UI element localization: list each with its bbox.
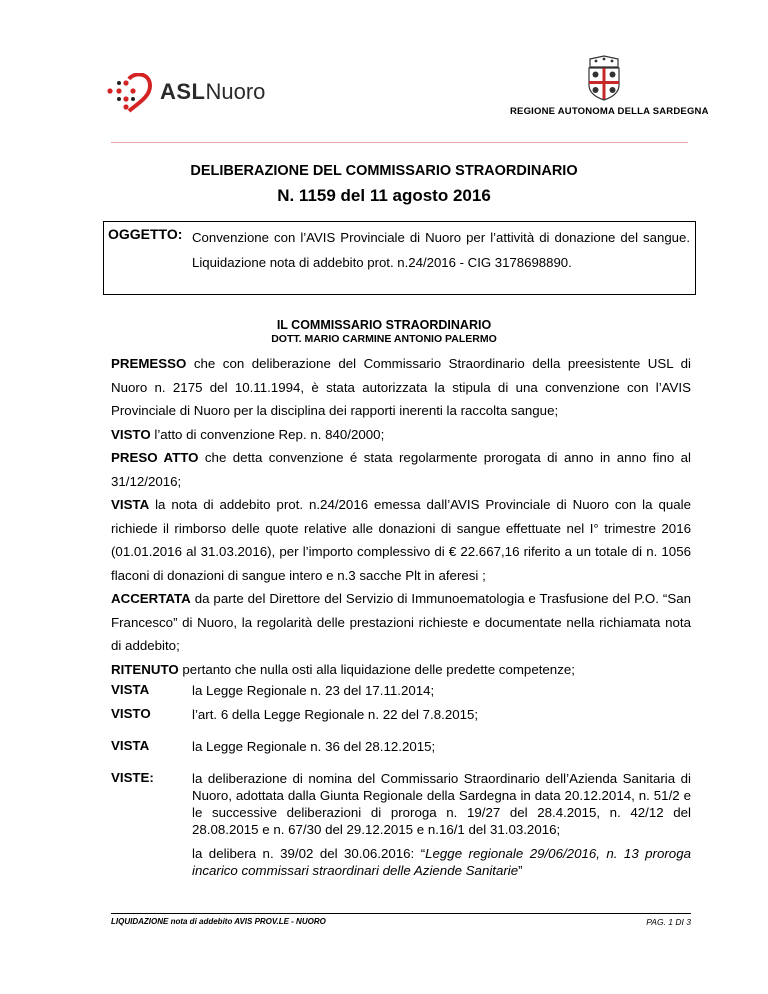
- item-keyword: VISTE:: [111, 770, 154, 785]
- subject-text: Convenzione con l’AVIS Provinciale di Nuoro per l’attività di donazione del sangue. Liquidazione nota di addebito prot. n.24/2016 - CIG 3178698890.: [192, 230, 690, 270]
- item-extra-text: la delibera n. 39/02 del 30.06.2016: “Legge regionale 29/06/2016, n. 13 proroga incarico commissari straordinari delle Aziende Sanitarie”: [192, 846, 691, 878]
- asl-nuoro-logo: [104, 73, 274, 113]
- commissioner-title: IL COMMISSARIO STRAORDINARIO: [276, 318, 492, 332]
- item-text: l’art. 6 della Legge Regionale n. 22 del 7.8.2015;: [192, 707, 479, 722]
- footer-title: LIQUIDAZIONE nota di addebito AVIS PROV.LE - NUORO: [111, 917, 326, 926]
- item-text: la Legge Regionale n. 23 del 17.11.2014;: [192, 683, 435, 698]
- deliberation-number: N. 1159 del 11 agosto 2016: [277, 186, 491, 205]
- asl-heart-logo-icon: [104, 73, 154, 113]
- paragraph-ritenuto: RITENUTO pertanto che nulla osti alla liquidazione delle predette competenze;: [111, 661, 575, 677]
- commissioner-name: DOTT. MARIO CARMINE ANTONIO PALERMO: [271, 333, 497, 345]
- body-text: [111, 352, 691, 681]
- item-keyword: VISTA: [111, 738, 150, 753]
- paragraph-vista-nota: VISTA la nota di addebito prot. n.24/2016 emessa dall’AVIS Provinciale di Nuoro con la quale richiede il rimborso delle quote relative alle donazioni di sangue effettuate nel I° trimestre 2016 (01.01.2016 al 31.03.2016), per l’importo complessivo di € 22.667,16 riferito a un totale di n. 1056 flaconi di donazioni di sangue intero e n.3 sacche Plt in aferesi ;: [111, 497, 691, 583]
- header-divider: [111, 142, 688, 143]
- subject-label: OGGETTO:: [108, 226, 183, 242]
- item-keyword: VISTO: [111, 706, 151, 721]
- paragraph-accertata: ACCERTATA da parte del Direttore del Servizio di Immunoematologia e Trasfusione del P.O. “San Francesco” di Nuoro, la regolarità delle prestazioni richieste e documentate nella richiamata nota di addebito;: [111, 591, 691, 653]
- paragraph-preso-atto: PRESO ATTO che detta convenzione é stata regolarmente prorogata di anno in anno fino al 31/12/2016;: [111, 450, 692, 489]
- deliberation-heading: DELIBERAZIONE DEL COMMISSARIO STRAORDINARIO: [190, 163, 578, 179]
- sardinia-crest-icon: [584, 55, 624, 101]
- asl-brand-text: ASLNuoro: [160, 79, 266, 104]
- item-text: la deliberazione di nomina del Commissario Straordinario dell’Azienda Sanitaria di Nuoro, adottata dalla Giunta Regionale della Sardegna in data 20.12.2014, n. 51/2 e le successive deliberazioni di proroga n. 19/27 del 28.4.2015, n. 42/12 del 28.08.2015 e n. 67/30 del 29.12.2015 e n.16/1 del 31.03.2016;: [192, 771, 691, 837]
- paragraph-visto: VISTO l’atto di convenzione Rep. n. 840/2000;: [111, 426, 385, 442]
- page-number: PAG. 1 DI 3: [646, 917, 691, 927]
- item-text: la Legge Regionale n. 36 del 28.12.2015;: [192, 739, 436, 754]
- regione-sardegna-logo: [510, 55, 709, 125]
- footer-divider: [111, 913, 691, 914]
- paragraph-premesso: PREMESSO che con deliberazione del Commissario Straordinario della preesistente USL di Nuoro n. 2175 del 10.11.1994, è stata autorizzata la stipula di una convenzione con l’AVIS Provinciale di Nuoro per la disciplina dei rapporti inerenti la raccolta sangue;: [111, 356, 691, 418]
- item-keyword: VISTA: [111, 682, 150, 697]
- region-name: REGIONE AUTONOMA DELLA SARDEGNA: [510, 106, 709, 117]
- subject-box: [103, 221, 696, 295]
